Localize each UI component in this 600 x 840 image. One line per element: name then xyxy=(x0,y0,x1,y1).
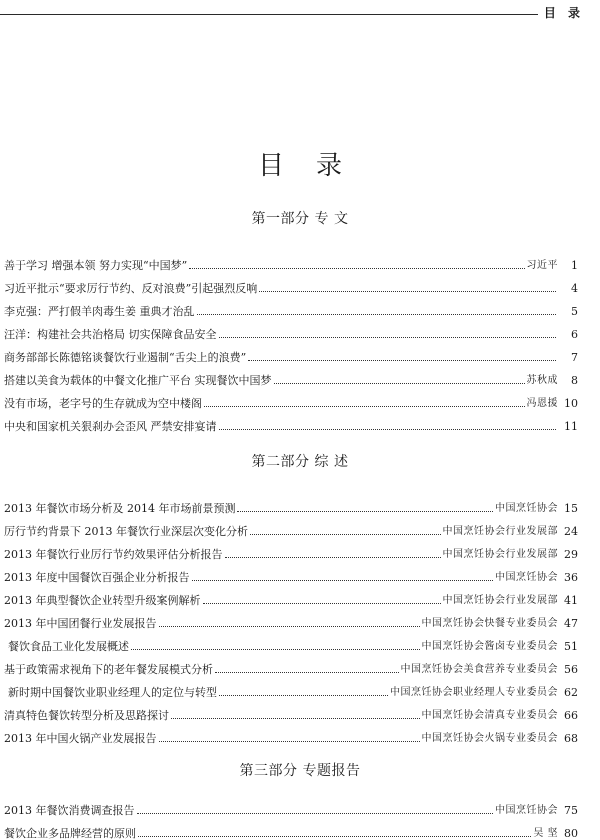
toc-entry[interactable] xyxy=(4,794,578,817)
entry-page: 4 xyxy=(571,282,578,295)
entry-title: 善于学习 增强本领 努力实现“中国梦” xyxy=(4,259,188,272)
entry-page: 51 xyxy=(564,640,578,653)
dot-leader xyxy=(159,741,420,742)
entry-title: 基于政策需求视角下的老年餐发展模式分析 xyxy=(4,663,213,676)
header-rule xyxy=(0,14,538,15)
dot-leader xyxy=(225,557,441,558)
entry-title: 中央和国家机关狠刹办会歪风 严禁安排宴请 xyxy=(4,420,217,433)
entry-title: 习近平批示“要求厉行节约、反对浪费”引起强烈反响 xyxy=(4,282,258,295)
entry-author: 习近平 xyxy=(526,260,558,271)
toc-entry[interactable] xyxy=(4,653,578,676)
entry-page: 6 xyxy=(571,328,578,341)
entry-page: 47 xyxy=(564,617,578,630)
dot-leader xyxy=(137,813,494,814)
dot-leader xyxy=(171,718,420,719)
entry-author: 中国烹饪协会清真专业委员会 xyxy=(421,710,558,721)
entry-title: 商务部部长陈德铭谈餐饮行业遏制“舌尖上的浪费” xyxy=(4,351,247,364)
entry-author: 中国烹饪协会美食营养专业委员会 xyxy=(400,664,558,675)
entry-author: 中国烹饪协会 xyxy=(495,805,558,816)
dot-leader xyxy=(219,337,557,338)
toc-section-3 xyxy=(4,794,578,840)
entry-page: 7 xyxy=(571,351,578,364)
entry-page: 36 xyxy=(564,571,578,584)
dot-leader xyxy=(219,695,388,696)
toc-entry[interactable] xyxy=(4,410,578,433)
dot-leader xyxy=(197,314,557,315)
dot-leader xyxy=(250,534,441,535)
entry-author: 吴 坚 xyxy=(533,828,558,839)
dot-leader xyxy=(131,649,420,650)
section-title-1: 第一部分 专 文 xyxy=(251,211,349,227)
page-title: 目录 xyxy=(257,151,374,181)
section-title-2: 第二部分 综 述 xyxy=(251,454,349,470)
entry-page: 56 xyxy=(564,663,578,676)
entry-author: 中国烹饪协会酱卤专业委员会 xyxy=(421,641,558,652)
toc-entry[interactable] xyxy=(4,817,578,840)
entry-title: 搭建以美食为载体的中餐文化推广平台 实现餐饮中国梦 xyxy=(4,374,272,387)
dot-leader xyxy=(274,383,525,384)
dot-leader xyxy=(204,406,525,407)
entry-author: 中国烹饪协会行业发展部 xyxy=(442,595,558,606)
entry-title: 2013 年餐饮消费调查报告 xyxy=(4,804,135,817)
entry-title: 餐饮企业多品牌经营的原则 xyxy=(4,827,136,840)
entry-page: 24 xyxy=(564,525,578,538)
entry-title: 清真特色餐饮转型分析及思路探讨 xyxy=(4,709,169,722)
dot-leader xyxy=(159,626,420,627)
entry-title: 新时期中国餐饮业职业经理人的定位与转型 xyxy=(8,686,217,699)
entry-title: 李克强：严打假羊肉毒生姜 重典才治乱 xyxy=(4,305,195,318)
entry-title: 2013 年中国火锅产业发展报告 xyxy=(4,732,157,745)
section-title-3: 第三部分 专题报告 xyxy=(239,763,361,779)
entry-page: 75 xyxy=(564,804,578,817)
toc-entry[interactable] xyxy=(4,722,578,745)
entry-title: 2013 年中国团餐行业发展报告 xyxy=(4,617,157,630)
entry-title: 2013 年典型餐饮企业转型升级案例解析 xyxy=(4,594,201,607)
entry-author: 中国烹饪协会火锅专业委员会 xyxy=(421,733,558,744)
entry-title: 厉行节约背景下 2013 年餐饮行业深层次变化分析 xyxy=(4,525,248,538)
toc-entry[interactable] xyxy=(4,561,578,584)
entry-page: 15 xyxy=(564,502,578,515)
toc-entry[interactable] xyxy=(4,249,578,272)
entry-title: 2013 年餐饮市场分析及 2014 年市场前景预测 xyxy=(4,502,236,515)
toc-entry[interactable] xyxy=(4,318,578,341)
entry-title: 没有市场，老字号的生存就成为空中楼阁 xyxy=(4,397,202,410)
entry-page: 8 xyxy=(571,374,578,387)
entry-page: 1 xyxy=(571,259,578,272)
dot-leader xyxy=(259,291,556,292)
entry-page: 29 xyxy=(564,548,578,561)
toc-entry[interactable] xyxy=(4,272,578,295)
dot-leader xyxy=(203,603,441,604)
toc-entry[interactable] xyxy=(4,538,578,561)
toc-entry[interactable] xyxy=(4,584,578,607)
dot-leader xyxy=(189,268,524,269)
entry-author: 中国烹饪协会 xyxy=(495,503,558,514)
entry-author: 冯恩援 xyxy=(526,398,558,409)
entry-author: 中国烹饪协会 xyxy=(495,572,558,583)
toc-entry[interactable] xyxy=(4,607,578,630)
entry-author: 中国烹饪协会快餐专业委员会 xyxy=(421,618,558,629)
entry-author: 中国烹饪协会行业发展部 xyxy=(442,549,558,560)
toc-entry[interactable] xyxy=(4,630,578,653)
toc-entry[interactable] xyxy=(4,515,578,538)
entry-title: 2013 年餐饮行业厉行节约效果评估分析报告 xyxy=(4,548,223,561)
toc-section-2 xyxy=(4,492,578,745)
toc-entry[interactable] xyxy=(4,364,578,387)
toc-entry[interactable] xyxy=(4,492,578,515)
toc-entry[interactable] xyxy=(4,699,578,722)
dot-leader xyxy=(248,360,556,361)
entry-page: 68 xyxy=(564,732,578,745)
entry-page: 11 xyxy=(564,420,578,433)
dot-leader xyxy=(215,672,399,673)
dot-leader xyxy=(192,580,494,581)
entry-author: 苏秋成 xyxy=(526,375,558,386)
entry-page: 41 xyxy=(564,594,578,607)
entry-page: 80 xyxy=(564,827,578,840)
toc-entry[interactable] xyxy=(4,295,578,318)
entry-author: 中国烹饪协会行业发展部 xyxy=(442,526,558,537)
toc-entry[interactable] xyxy=(4,341,578,364)
dot-leader xyxy=(219,429,557,430)
entry-page: 66 xyxy=(564,709,578,722)
entry-title: 汪洋：构建社会共治格局 切实保障食品安全 xyxy=(4,328,217,341)
entry-title: 2013 年度中国餐饮百强企业分析报告 xyxy=(4,571,190,584)
entry-title: 餐饮食品工业化发展概述 xyxy=(8,640,129,653)
dot-leader xyxy=(237,511,493,512)
toc-entry[interactable] xyxy=(4,387,578,410)
entry-page: 62 xyxy=(564,686,578,699)
toc-section-1 xyxy=(4,249,578,433)
entry-author: 中国烹饪协会职业经理人专业委员会 xyxy=(390,687,558,698)
entry-page: 10 xyxy=(564,397,578,410)
dot-leader xyxy=(138,836,531,837)
toc-entry[interactable] xyxy=(4,676,578,699)
running-header: 目 录 xyxy=(543,6,584,20)
entry-page: 5 xyxy=(571,305,578,318)
